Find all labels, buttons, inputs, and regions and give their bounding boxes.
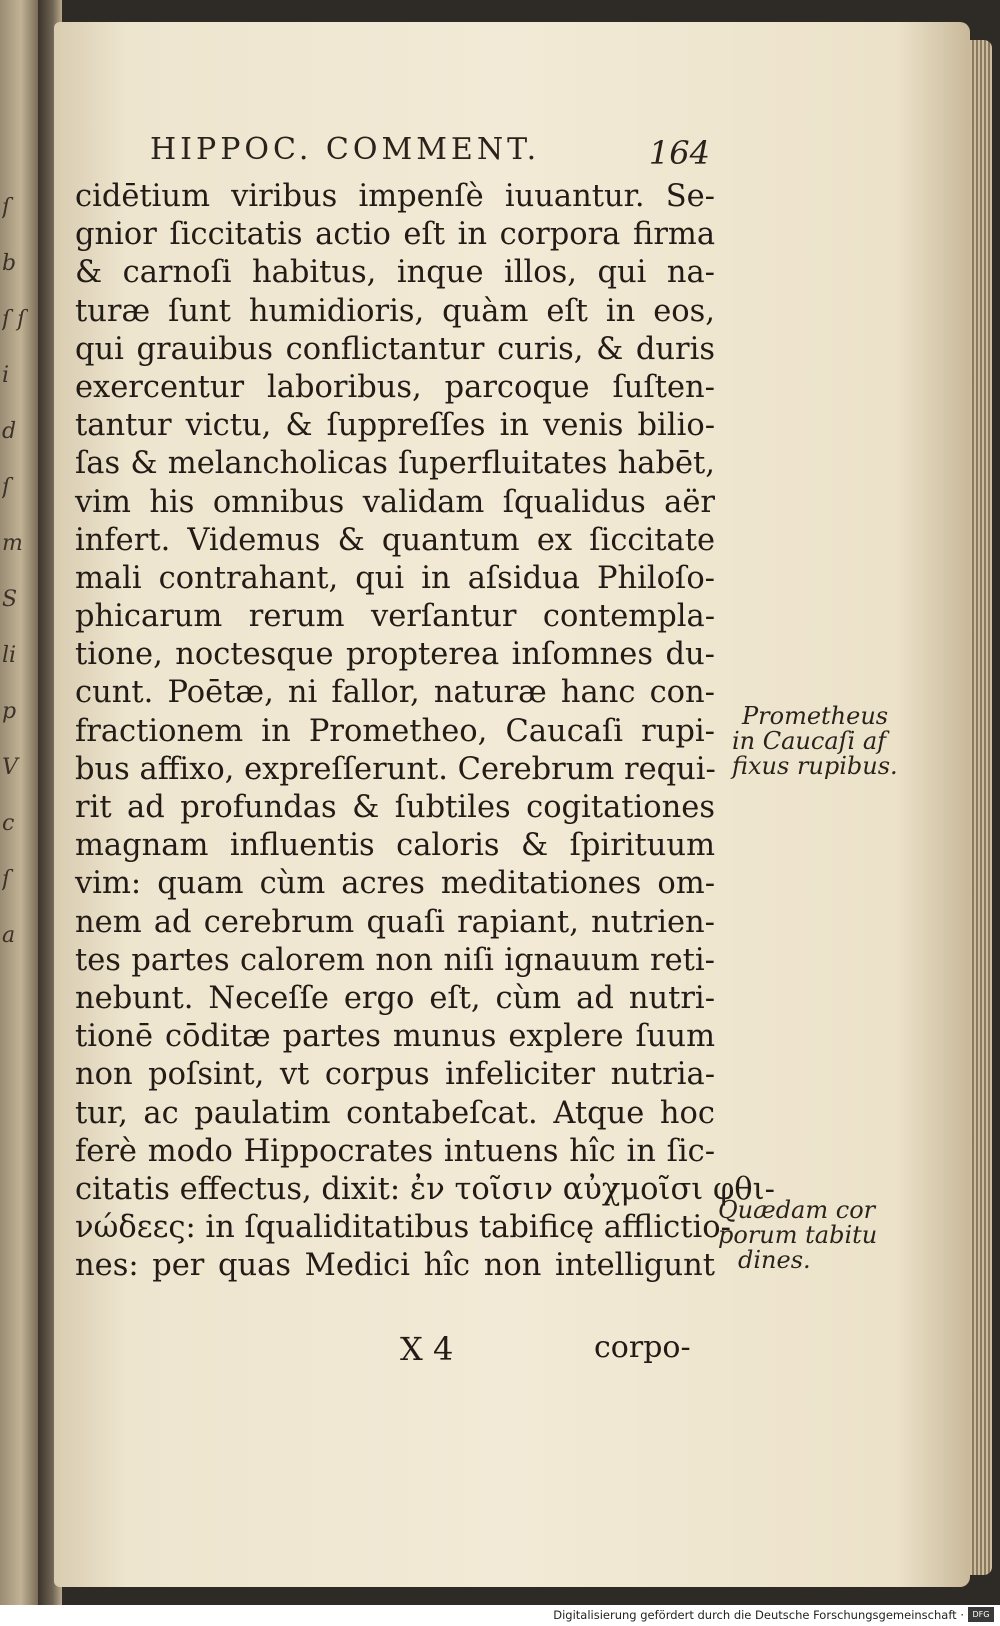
catchword: corpo-: [594, 1330, 691, 1365]
marginal-note-line: dines.: [738, 1246, 811, 1274]
text-line: vim: quam cùm acres meditationes om-: [75, 866, 715, 902]
text-line: cidētium viribus impenſè iuuantur. Se-: [75, 179, 715, 214]
text-line: tur, ac paulatim contabeſcat. Atque hoc: [75, 1095, 715, 1131]
dfg-logo-icon: DFG: [968, 1607, 994, 1622]
marginal-note-line: Prometheus: [742, 702, 889, 730]
marginal-note-line: fixus rupibus.: [732, 752, 898, 780]
marginal-note-line: porum tabitu: [718, 1221, 878, 1249]
text-line: fractionem in Prometheo, Caucaſi rupi-: [75, 713, 715, 749]
text-line: nem ad cerebrum quaſi rapiant, nutrien-: [75, 904, 715, 940]
page-number: 164: [648, 134, 710, 172]
text-line: nebunt. Neceſſe ergo eſt, cùm ad nutri-: [75, 980, 715, 1016]
text-line: qui grauibus conflictantur curis, & duris: [75, 331, 715, 367]
text-line: rit ad profundas & ſubtiles cogitationes: [75, 790, 715, 825]
text-line: magnam influentis caloris & ſpirituum: [75, 828, 715, 864]
marginal-note-prometheus: [732, 704, 902, 779]
running-header: [150, 132, 710, 172]
text-line: tionē cōditæ partes munus explere ſuum: [75, 1019, 715, 1055]
running-title: HIPPOC. COMMENT.: [150, 132, 541, 167]
signature-mark: X 4: [400, 1330, 454, 1368]
left-page-edge: [0, 0, 38, 1605]
text-line: turæ ſunt humidioris, quàm eſt in eos,: [75, 293, 715, 329]
text-line: mali contrahant, qui in aſsidua Philoſo-: [75, 560, 715, 596]
text-line: ſas & melancholicas ſuperfluitates habēt,: [75, 446, 715, 482]
text-line: citatis effectus, dixit: ἐν τοῖσιν αὐχμοῖσι φθι-: [75, 1171, 775, 1207]
footer-bar: [0, 1605, 1000, 1626]
text-line: tione, noctesque propterea inſomnes du-: [75, 637, 715, 673]
left-page-fragments: ſ b ſ ſ i d ſ m S li p V c ſ a: [2, 195, 26, 948]
text-line: non poſsint, vt corpus infeliciter nutria-: [75, 1057, 715, 1093]
text-line: nes: per quas Medici hîc non intelligunt: [75, 1248, 715, 1284]
text-line: gnior ſiccitatis actio eſt in corpora firma: [75, 217, 715, 253]
text-line: phicarum rerum verſantur contempla-: [75, 599, 715, 635]
marginal-note-line: in Caucaſi af: [732, 727, 887, 755]
text-line: tantur victu, & ſuppreſſes in venis bilio-: [75, 408, 715, 444]
text-line: tes partes calorem non niſi ignauum reti-: [75, 942, 715, 978]
text-line: ferè modo Hippocrates intuens hîc in ſic-: [75, 1133, 715, 1169]
funding-credit: Digitalisierung gefördert durch die Deutsche Forschungsgemeinschaft ·: [553, 1608, 964, 1622]
marginal-note-line: Quædam cor: [718, 1196, 876, 1224]
text-line: vim his omnibus validam ſqualidus aër: [75, 484, 715, 520]
text-line: & carnoſi habitus, inque illos, qui na-: [75, 255, 715, 291]
text-line: bus affixo, expreſſerunt. Cerebrum requi-: [75, 751, 716, 787]
text-line: infert. Videmus & quantum ex ſiccitate: [75, 522, 715, 558]
text-line: cunt. Poētæ, ni fallor, naturæ hanc con-: [75, 675, 715, 711]
page-stack-edge: [968, 40, 992, 1575]
text-line: exercentur laboribus, parcoque ſuſten-: [75, 369, 715, 405]
marginal-note-tabitudines: [718, 1198, 888, 1273]
text-line: νώδεες: in ſqualiditatibus tabificę afflictio-: [75, 1210, 731, 1246]
